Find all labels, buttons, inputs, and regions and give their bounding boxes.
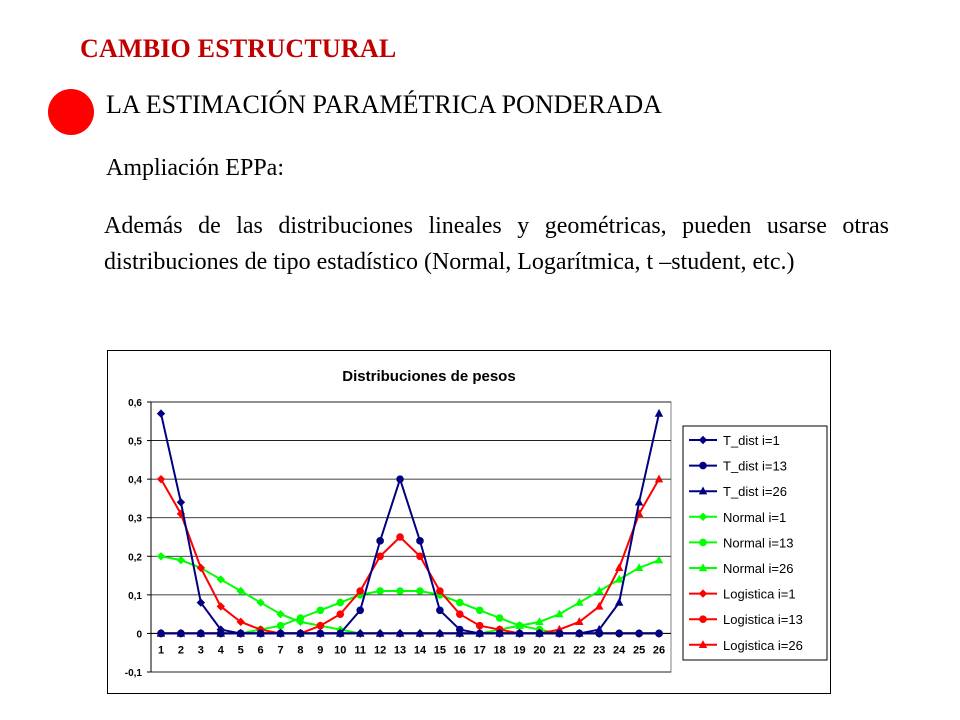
data-point — [336, 599, 344, 607]
data-point — [655, 474, 663, 482]
y-tick-label: -0,1 — [124, 668, 142, 679]
legend-label: Logistica i=26 — [723, 637, 803, 653]
data-point — [456, 610, 464, 618]
section-label: Ampliación EPPa: — [106, 155, 284, 181]
data-point — [699, 462, 707, 470]
y-tick-label: 0,1 — [128, 590, 142, 602]
data-point — [396, 475, 404, 483]
x-tick-label: 10 — [334, 644, 347, 657]
x-tick-label: 8 — [297, 644, 304, 657]
x-tick-label: 1 — [157, 644, 165, 657]
data-point — [157, 409, 165, 417]
x-tick-label: 6 — [257, 644, 264, 657]
data-point — [655, 630, 663, 638]
chart-title: Distribuciones de pesos — [342, 368, 516, 385]
data-point — [436, 606, 444, 614]
data-point — [699, 615, 707, 623]
page-title: CAMBIO ESTRUCTURAL — [80, 34, 397, 63]
chart-container — [107, 350, 831, 694]
x-tick-label: 3 — [197, 644, 204, 657]
data-point — [336, 610, 344, 618]
data-point — [615, 563, 623, 571]
x-tick-label: 12 — [373, 644, 387, 657]
y-tick-label: 0,6 — [128, 398, 142, 409]
y-tick-label: 0,5 — [128, 436, 142, 448]
data-point — [177, 498, 185, 506]
bullet-circle-icon — [48, 89, 94, 135]
legend-label: Normal i=1 — [723, 509, 787, 525]
data-point — [416, 537, 424, 545]
x-tick-label: 16 — [453, 644, 466, 657]
x-tick-label: 18 — [493, 644, 506, 657]
data-point — [376, 587, 384, 595]
data-point — [476, 622, 484, 630]
data-point — [476, 606, 484, 614]
x-tick-label: 2 — [177, 644, 184, 657]
legend-label: Normal i=13 — [723, 535, 794, 551]
x-tick-label: 4 — [217, 644, 224, 657]
x-tick-label: 11 — [354, 644, 367, 657]
x-tick-label: 24 — [613, 644, 626, 657]
series-line — [161, 591, 659, 633]
data-point — [416, 587, 424, 595]
legend-label: Normal i=26 — [723, 561, 794, 576]
data-point — [356, 606, 364, 614]
y-tick-label: 0 — [136, 629, 142, 641]
data-point — [456, 599, 464, 607]
x-tick-label: 9 — [317, 644, 324, 657]
data-point — [396, 587, 404, 595]
data-point — [317, 606, 325, 614]
data-point — [699, 539, 707, 547]
data-point — [157, 552, 165, 560]
data-point — [615, 630, 623, 638]
x-tick-label: 17 — [473, 644, 486, 657]
data-point — [436, 587, 444, 595]
data-point — [655, 409, 663, 417]
data-point — [496, 614, 504, 622]
legend-label: T_dist i=1 — [723, 433, 780, 448]
x-tick-label: 13 — [393, 644, 407, 657]
y-tick-label: 0,4 — [128, 475, 142, 487]
x-tick-label: 19 — [513, 644, 526, 657]
data-point — [276, 610, 284, 618]
x-tick-label: 7 — [277, 644, 284, 657]
data-point — [635, 498, 643, 506]
legend-label: Logistica i=13 — [723, 612, 803, 628]
data-point — [317, 622, 325, 630]
data-point — [376, 537, 384, 545]
data-point — [635, 630, 643, 638]
x-tick-label: 23 — [593, 644, 606, 657]
legend-label: T_dist i=13 — [723, 458, 787, 474]
data-point — [356, 587, 364, 595]
x-tick-label: 25 — [632, 644, 646, 657]
data-point — [236, 587, 244, 595]
x-tick-label: 14 — [413, 644, 427, 657]
data-point — [197, 564, 205, 572]
legend-label: Logistica i=1 — [723, 586, 796, 602]
data-point — [177, 556, 185, 564]
x-tick-label: 15 — [433, 644, 447, 657]
data-point — [297, 614, 305, 622]
legend-label: T_dist i=26 — [723, 484, 787, 500]
x-tick-label: 5 — [237, 644, 244, 657]
data-point — [217, 575, 225, 583]
x-tick-label: 26 — [652, 644, 666, 657]
y-tick-label: 0,3 — [128, 513, 142, 525]
data-point — [157, 475, 165, 483]
section-subtitle: LA ESTIMACIÓN PARAMÉTRICA PONDERADA — [106, 90, 662, 119]
data-point — [256, 598, 264, 606]
data-point — [615, 598, 623, 606]
body-paragraph: Además de las distribuciones lineales y geométricas, pueden usarse otras distribuciones de tipo estadístico (Normal, Logarítmica, t –student, etc.) — [104, 213, 889, 275]
data-point — [396, 533, 404, 541]
data-point — [277, 622, 285, 630]
x-tick-label: 21 — [553, 644, 566, 657]
weights-chart — [108, 351, 830, 693]
y-tick-label: 0,2 — [128, 552, 142, 564]
x-tick-label: 20 — [533, 644, 546, 657]
x-tick-label: 22 — [573, 644, 586, 657]
series-line — [161, 560, 659, 633]
